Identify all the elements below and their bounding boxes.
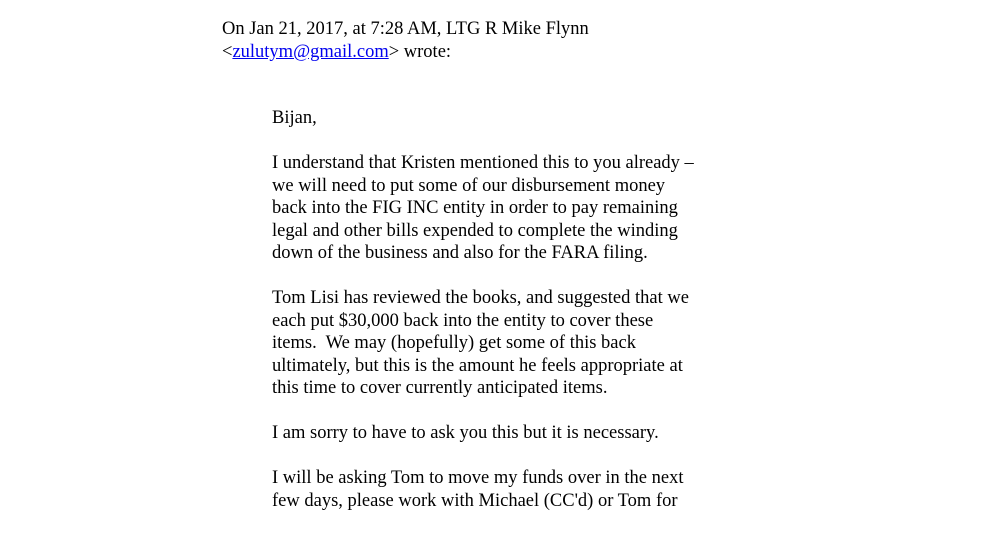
paragraph-2: [272, 287, 694, 400]
header-date-sender: On Jan 21, 2017, at 7:28 AM, LTG R Mike Flynn: [222, 19, 589, 39]
quoted-email-header: [222, 18, 589, 64]
paragraph-line: I understand that Kristen mentioned this to you already –: [272, 153, 694, 173]
paragraph-line: I am sorry to have to ask you this but it is necessary.: [272, 423, 659, 443]
paragraph-line: items. We may (hopefully) get some of this back: [272, 333, 636, 353]
paragraph-1: [272, 152, 694, 265]
header-email-line: [222, 41, 589, 64]
paragraph-line: Tom Lisi has reviewed the books, and suggested that we: [272, 288, 689, 308]
open-bracket: <: [222, 42, 233, 62]
paragraph-line: legal and other bills expended to complete the winding: [272, 220, 678, 241]
paragraph-4: [272, 467, 694, 512]
paragraph-line: we will need to put some of our disbursement money: [272, 175, 666, 196]
wrote-label: > wrote:: [388, 42, 452, 62]
paragraph-line: ultimately, but this is the amount he feels appropriate at: [272, 355, 683, 376]
paragraph-line: each put $30,000 back into the entity to cover these: [272, 310, 654, 331]
paragraph-line: I will be asking Tom to move my funds over in the next: [272, 468, 684, 488]
paragraph-line: this time to cover currently anticipated items.: [272, 378, 608, 398]
sender-email-link[interactable]: zulutym@gmail.com: [232, 42, 389, 62]
paragraph-3: [272, 422, 694, 445]
paragraph-line: few days, please work with Michael (CC'd) or Tom for: [272, 490, 678, 511]
paragraph-line: down of the business and also for the FARA filing.: [272, 243, 648, 263]
greeting-text: Bijan,: [272, 108, 317, 128]
greeting: [272, 107, 694, 130]
email-body: [272, 107, 694, 535]
paragraph-line: back into the FIG INC entity in order to pay remaining: [272, 198, 678, 218]
